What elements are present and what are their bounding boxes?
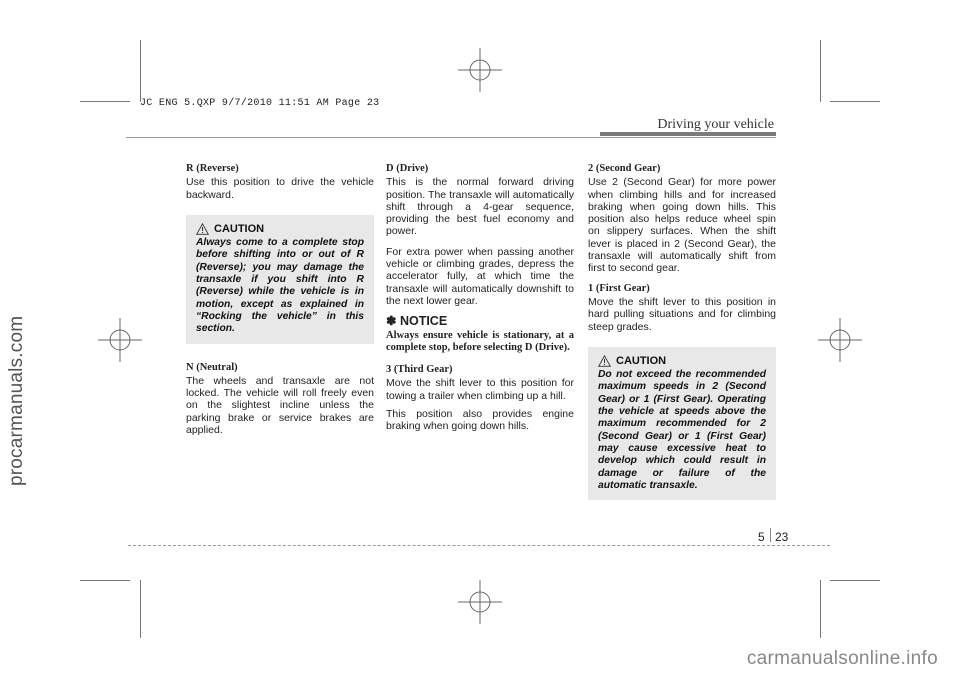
title-rule: [126, 137, 776, 138]
neutral-heading: N (Neutral): [186, 361, 238, 373]
third-gear-heading: 3 (Third Gear): [386, 364, 453, 376]
column-3: [588, 163, 776, 500]
registration-mark-icon: [458, 580, 502, 624]
second-gear-heading: 2 (Second Gear): [588, 163, 661, 174]
caution-text: Do not exceed the recommended maximum speeds in 2 (Second Gear) or 1 (First Gear). Operating the vehicle at speeds above the maximum recommended for 2 (Second Gear) or 1 (First Gear) may cause excessive heat to develop which could result in damage or failure of the automatic transaxle.: [598, 369, 766, 491]
section-title: Driving your vehicle: [657, 117, 774, 132]
crop-mark: [830, 580, 880, 581]
reverse-text: Use this position to drive the vehicle backward.: [186, 176, 374, 201]
notice-text: Always ensure vehicle is stationary, at a complete stop, before selecting D (Drive).: [386, 329, 574, 353]
crop-mark: [820, 40, 821, 102]
title-bar: [600, 132, 776, 136]
crop-mark: [140, 40, 141, 102]
first-gear-text: Move the shift lever to this position in hard pulling situations and for climbing steep grades.: [588, 295, 776, 333]
warning-triangle-icon: [598, 355, 611, 367]
drive-text-1: This is the normal forward driving position. The transaxle will automatically shift through a 4-gear sequence, providing the best fuel economy and power.: [386, 176, 574, 238]
crop-mark: [830, 101, 880, 102]
warning-triangle-icon: [196, 223, 209, 235]
watermark-side: procarmanuals.com: [6, 315, 27, 486]
registration-mark-icon: [458, 48, 502, 92]
crop-mark: [80, 580, 130, 581]
caution-text: Always come to a complete stop before shifting into or out of R (Reverse); you may damage the transaxle if you shift into R (Reverse) while the vehicle is in motion, except as explained in “Rocking the vehicle” in this section.: [196, 237, 364, 335]
chapter-number: 5: [758, 530, 765, 544]
third-gear-text-2: This position also provides engine braking when going down hills.: [386, 408, 574, 433]
page-number: 23: [775, 530, 789, 544]
first-gear-heading: 1 (First Gear): [588, 282, 650, 294]
caution-box: [588, 347, 776, 500]
drive-text-2: For extra power when passing another vehicle or climbing grades, depress the accelerator fully, at which time the transaxle will automatically downshift to the next lower gear.: [386, 245, 574, 307]
caution-title: CAUTION: [214, 222, 265, 235]
watermark-bottom: carmanualsonline.info: [746, 648, 938, 669]
registration-mark-icon: [818, 318, 862, 362]
page-separator: [770, 528, 771, 542]
notice-title: ✽ NOTICE: [386, 314, 448, 329]
print-slug: JC ENG 5.QXP 9/7/2010 11:51 AM Page 23: [140, 98, 380, 109]
column-2: [386, 163, 574, 441]
column-1: [186, 163, 374, 444]
drive-heading: D (Drive): [386, 163, 429, 174]
caution-header: [196, 223, 364, 235]
crop-mark: [140, 580, 141, 638]
crop-mark: [80, 101, 130, 102]
crop-mark: [820, 580, 821, 638]
caution-box: [186, 215, 374, 344]
footer-rule: [128, 545, 830, 546]
registration-mark-icon: [98, 318, 142, 362]
caution-title: CAUTION: [616, 354, 667, 367]
second-gear-text: Use 2 (Second Gear) for more power when climbing hills and for increased braking when going down hills. This position also helps reduce wheel spin on slippery surfaces. When the shift lever is placed in 2 (Second Gear), the transaxle will automatically shift from first to second gear.: [588, 176, 776, 275]
reverse-heading: R (Reverse): [186, 163, 239, 174]
caution-header: [598, 355, 766, 367]
neutral-text: The wheels and transaxle are not locked. The vehicle will roll freely even on the slightest incline unless the parking brake or service brakes are applied.: [186, 374, 374, 437]
third-gear-text-1: Move the shift lever to this position for towing a trailer when climbing up a hill.: [386, 377, 574, 402]
